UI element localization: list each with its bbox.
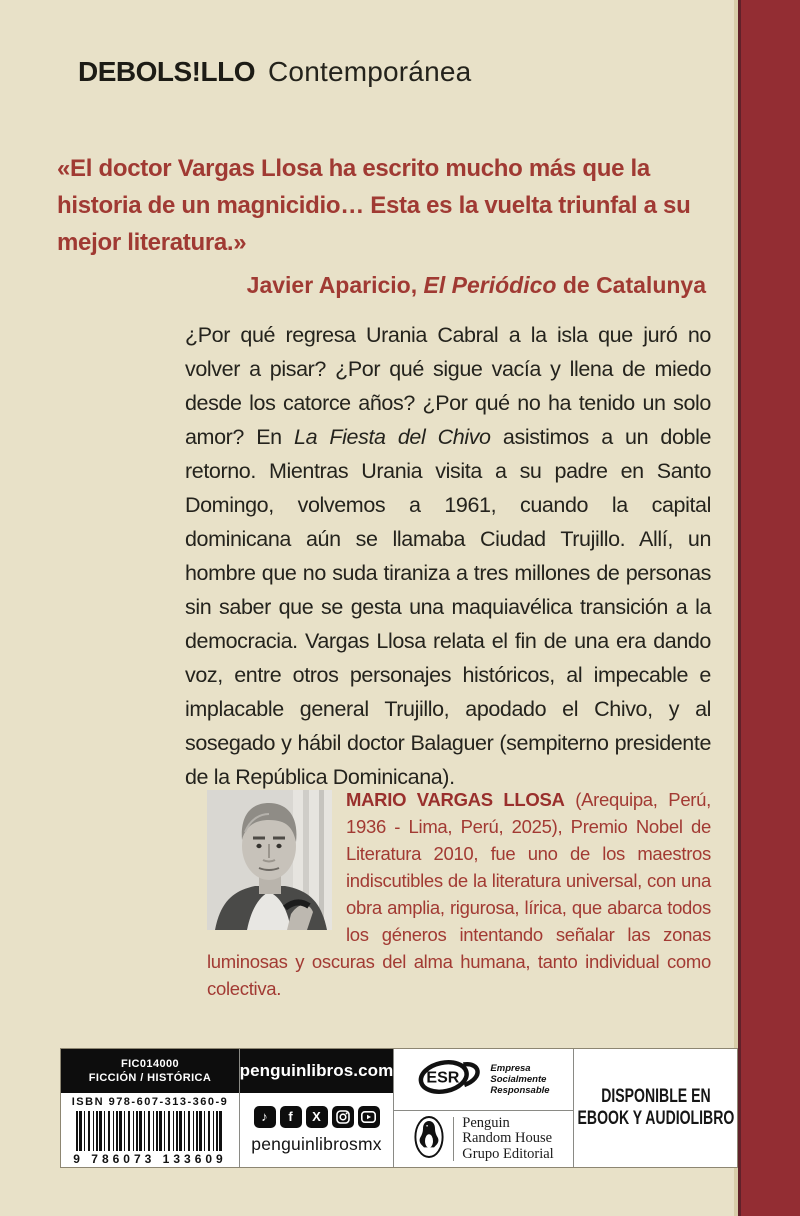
author-bio-text: (Arequipa, Perú, 1936 - Lima, Perú, 2025), Premio Nobel de Literatura 2010, fue uno de los maestros indiscutibles de la literatura universal, con una obra amplia, rigurosa, lírica, que abarca todos los géneros intentando señalar las zonas luminosas y oscuras del alma humana, tanto individual como colectiva.	[207, 789, 711, 999]
synopsis-part1: ¿Por qué regresa Urania Cabral a la isla que juró no volver a pisar? ¿Por qué sigue vacía y llena de miedo desde los catorce años? ¿Por qué no ha tenido un solo amor? En	[185, 323, 711, 449]
availability-panel	[574, 1049, 737, 1167]
collection-name: Contemporánea	[268, 56, 472, 87]
category-isbn-panel	[61, 1049, 240, 1167]
web-social-panel	[240, 1049, 394, 1167]
isbn-label: ISBN 978-607-313-360-9	[71, 1096, 229, 1108]
category-genre: FICCIÓN / HISTÓRICA	[88, 1072, 212, 1084]
brand-header	[78, 56, 471, 88]
availability-text: DISPONIBLE EN EBOOK Y AUDIOLIBRO	[577, 1086, 734, 1129]
review-quote: «El doctor Vargas Llosa ha escrito mucho más que la historia de un magnicidio… Esta es la vuelta triunfal a su mejor literatura.»	[57, 155, 691, 256]
review-attribution	[57, 272, 706, 299]
spine-strip	[738, 0, 800, 1216]
prh-wordmark: Penguin Random House Grupo Editorial	[462, 1114, 554, 1162]
x-icon: X	[306, 1106, 328, 1128]
facebook-icon: f	[280, 1106, 302, 1128]
penguin-logo	[413, 1113, 445, 1166]
website-header	[240, 1049, 393, 1093]
svg-text:ESR: ESR	[426, 1068, 460, 1087]
social-handle: penguinlibrosmx	[251, 1133, 382, 1154]
esr-logo	[417, 1054, 483, 1105]
website-url: penguinlibros.com	[239, 1061, 394, 1080]
synopsis-paragraph	[185, 318, 711, 794]
prh-logo-block	[394, 1111, 573, 1167]
category-header	[61, 1049, 239, 1093]
barcode-digits: 9 786073 133609	[73, 1152, 227, 1166]
barcode	[76, 1111, 224, 1151]
attribution-suffix: de Catalunya	[562, 272, 706, 298]
esr-text: Empresa Socialmente Responsable	[490, 1063, 550, 1096]
synopsis-part2: asistimos a un doble retorno. Mientras Urania visita a su padre en Santo Domingo, volvemos a 1961, cuando la capital dominicana aún se llamaba Ciudad Trujillo. Allí, un hombre que no suda tiraniza a tres millones de personas sin saber que se gesta una maquiavélica transición a la democracia. Vargas Llosa relata el fin de una era dando voz, entre otros personajes históricos, al impecable e implacable general Trujillo, apodado el Chivo, y al sosegado y hábil doctor Balaguer (sempiterno presidente de la República Dominicana).	[185, 425, 712, 789]
author-photo	[207, 790, 332, 930]
esr-badge	[394, 1049, 573, 1111]
imprint-logo: DEBOLS!LLO	[78, 56, 255, 87]
book-title-italic: La Fiesta del Chivo	[294, 425, 491, 449]
author-bio	[207, 786, 711, 1002]
footer-info-bar	[60, 1048, 738, 1168]
social-icons	[254, 1106, 380, 1128]
youtube-icon	[358, 1106, 380, 1128]
isbn-area	[61, 1093, 239, 1167]
review-quote-block	[57, 150, 712, 299]
prh-divider	[453, 1117, 454, 1161]
attribution-source: El Periódico	[423, 272, 557, 298]
author-name: MARIO VARGAS LLOSA	[346, 789, 565, 810]
attribution-name: Javier Aparicio,	[246, 272, 418, 298]
tiktok-icon: ♪	[254, 1106, 276, 1128]
social-area	[240, 1093, 393, 1167]
publisher-panel	[394, 1049, 574, 1167]
category-code: FIC014000	[120, 1058, 180, 1070]
instagram-icon	[332, 1106, 354, 1128]
